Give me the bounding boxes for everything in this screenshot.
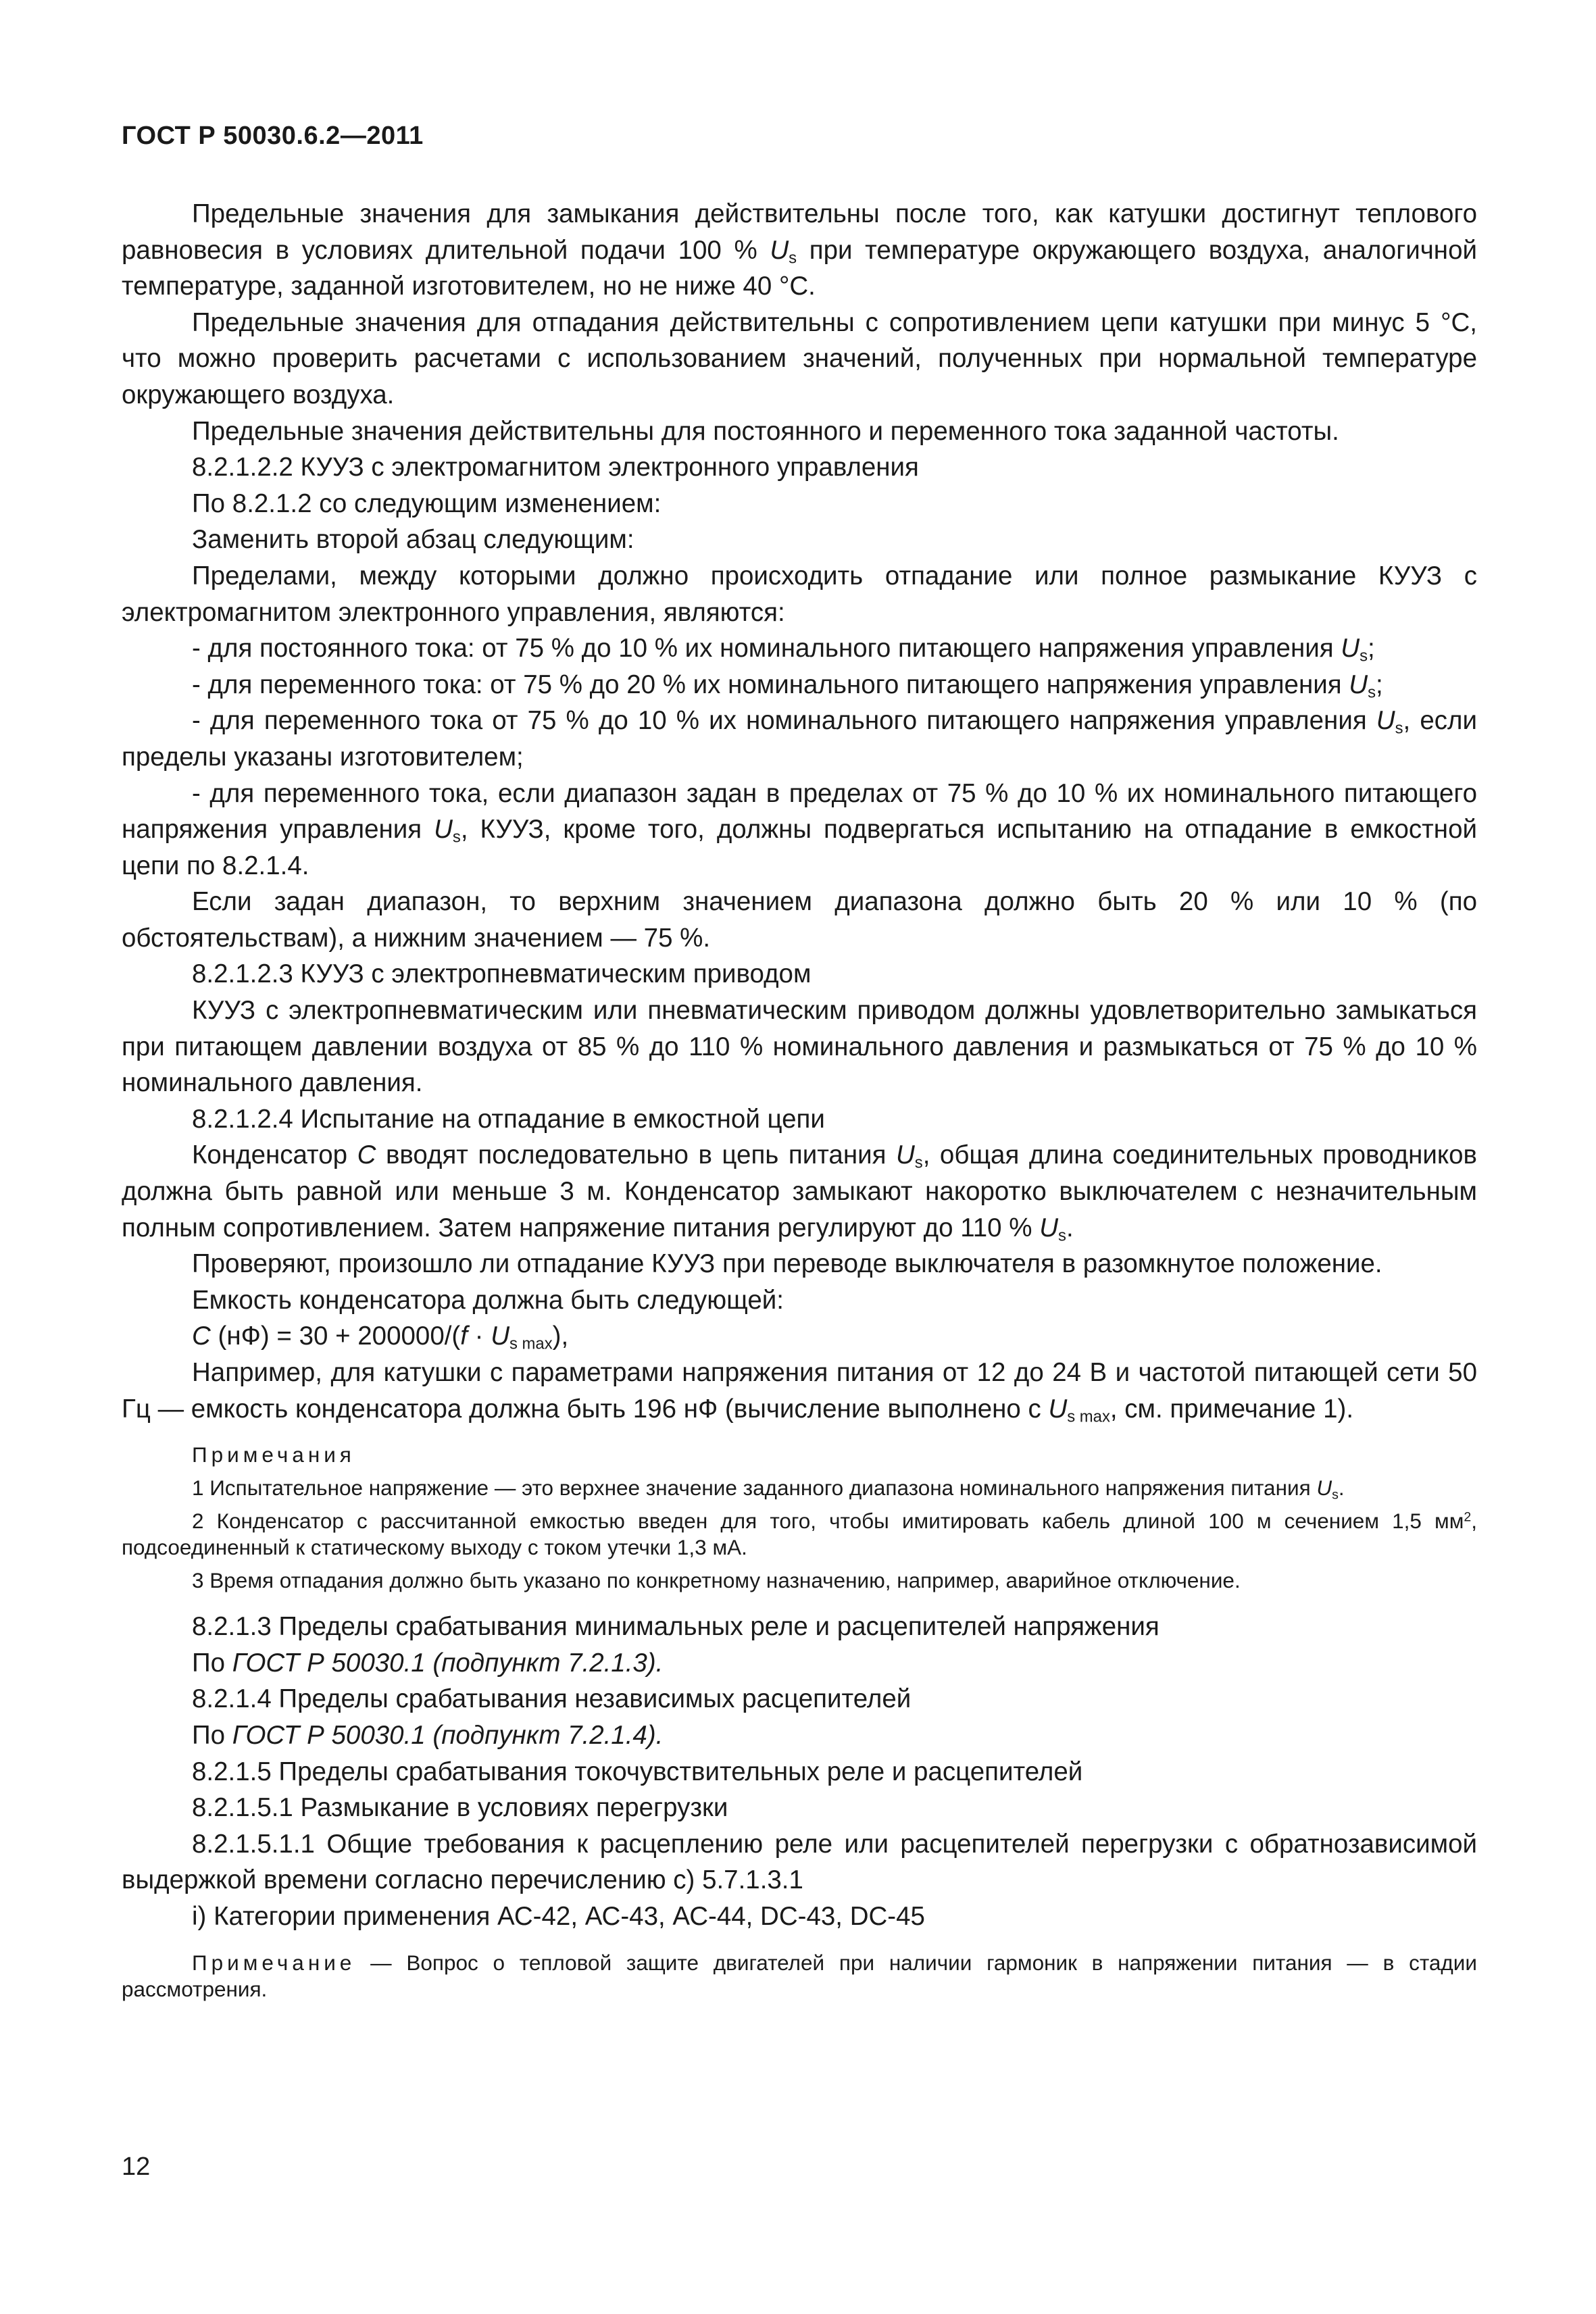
paragraph: Конденсатор C вводят последовательно в цепь питания $U_s$, общая длина соединительных проводников должна быть равной или меньше 3 м. Конденсатор замыкают накоротко выключателем с незначительным полным сопротивлением. Затем напряжение питания регулируют до 110 % $U_s$.: [122, 1140, 1478, 1245]
document-body: [122, 196, 1477, 2017]
note-item: 1 Испытательное напряжение — это верхнее значение заданного диапазона номинального напряжения питания $U_s$.: [192, 1476, 1345, 1503]
paragraph: Предельные значения для отпадания действительны с сопротивлением цепи катушки при минус 5 °С, что можно проверить расчетами с использованием значений, полученных при нормальной температуре окружающего воздуха.: [122, 307, 1477, 409]
list-item: i) Категории применения АС-42, АС-43, АС-44, DC-43, DC-45: [192, 1901, 925, 1931]
paragraph: Например, для катушки с параметрами напряжения питания от 12 до 24 В и частотой питающей сети 50 Гц — емкость конденсатора должна быть 196 нФ (вычисление выполнено с $U_{s max}$, см. примечание 1).: [122, 1358, 1477, 1426]
final-note-block: [122, 1950, 1477, 2003]
page-number: 12: [122, 2153, 151, 2181]
list-item: - для переменного тока, если диапазон задан в пределах от 75 % до 10 % их номинального питающего напряжения управления $U_s$, КУУЗ, кроме того, должны подвергаться испытанию на отпадание в емкостной цепи по 8.2.1.4.: [122, 778, 1477, 880]
paragraph: Проверяют, произошло ли отпадание КУУЗ при переводе выключателя в разомкнутое положение.: [192, 1249, 1382, 1279]
list-item: - для постоянного тока: от 75 % до 10 % их номинального питающего напряжения управления $U_s$;: [192, 634, 1375, 665]
note-item: 3 Время отпадания должно быть указано по конкретному назначению, например, аварийное отключение.: [192, 1568, 1241, 1593]
list-item: - для переменного тока от 75 % до 10 % их номинального питающего напряжения управления $U_s$, если пределы указаны изготовителем;: [122, 706, 1477, 772]
paragraph: Предельные значения для замыкания действительны после того, как катушки достигнут теплового равновесия в условиях длительной подачи 100 % $U_s$ при температуре окружающего воздуха, аналогичной температуре, заданной изготовителем, но не ниже 40 °С.: [122, 199, 1477, 301]
paragraph: Пределами, между которыми должно происходить отпадание или полное размыкание КУУЗ с электромагнитом электронного управления, являются:: [122, 561, 1477, 627]
final-note: Примечание — Вопрос о тепловой защите двигателей при наличии гармоник в напряжении питания — в стадии рассмотрения.: [122, 1950, 1477, 2001]
paragraph: Если задан диапазон, то верхним значением диапазона должно быть 20 % или 10 % (по обстоятельствам), а нижним значением — 75 %.: [122, 887, 1477, 953]
paragraph: Заменить второй абзац следующим:: [192, 525, 634, 555]
notes-title: Примечания: [192, 1442, 355, 1467]
paragraph: КУУЗ с электропневматическим или пневматическим приводом должны удовлетворительно замыкаться при питающем давлении воздуха от 85 % до 110 % номинального давления и размыкаться от 75 % до 10 % номинального давления.: [122, 996, 1477, 1098]
paragraph: Предельные значения действительны для постоянного и переменного тока заданной частоты.: [192, 416, 1339, 446]
section-heading: 8.2.1.2.3 КУУЗ с электропневматическим приводом: [192, 959, 812, 989]
list-item: - для переменного тока: от 75 % до 20 % их номинального питающего напряжения управления $U_s$;: [192, 670, 1383, 702]
paragraph: 8.2.1.5.1.1 Общие требования к расцеплению реле или расцепителей перегрузки с обратнозависимой выдержкой времени согласно перечислению с) 5.7.1.3.1: [122, 1829, 1477, 1895]
reference: По ГОСТ Р 50030.1 (подпункт 7.2.1.3).: [192, 1648, 664, 1678]
document-header: ГОСТ Р 50030.6.2—2011: [122, 122, 424, 150]
section-heading: 8.2.1.5.1 Размыкание в условиях перегрузки: [192, 1793, 728, 1823]
note-item: 2 Конденсатор с рассчитанной емкостью введен для того, чтобы имитировать кабель длиной 100 м сечением 1,5 $мм^2$, подсоединенный к статическому выходу с током утечки 1,3 мА.: [122, 1509, 1477, 1560]
section-heading: 8.2.1.2.2 КУУЗ с электромагнитом электронного управления: [192, 453, 919, 482]
section-heading: 8.2.1.2.4 Испытание на отпадание в емкостной цепи: [192, 1104, 825, 1134]
paragraph: Емкость конденсатора должна быть следующей:: [192, 1285, 784, 1315]
section-heading: 8.2.1.4 Пределы срабатывания независимых расцепителей: [192, 1684, 912, 1714]
paragraph: По 8.2.1.2 со следующим изменением:: [192, 488, 662, 518]
section-heading: 8.2.1.5 Пределы срабатывания токочувствительных реле и расцепителей: [192, 1757, 1083, 1786]
reference: По ГОСТ Р 50030.1 (подпункт 7.2.1.4).: [192, 1720, 664, 1750]
formula: C $(нФ) = 30 + 200000/(f \cdot U_{s max})$,: [192, 1322, 569, 1354]
section-heading: 8.2.1.3 Пределы срабатывания минимальных реле и расцепителей напряжения: [192, 1612, 1159, 1642]
notes-block: [122, 1442, 1477, 1594]
